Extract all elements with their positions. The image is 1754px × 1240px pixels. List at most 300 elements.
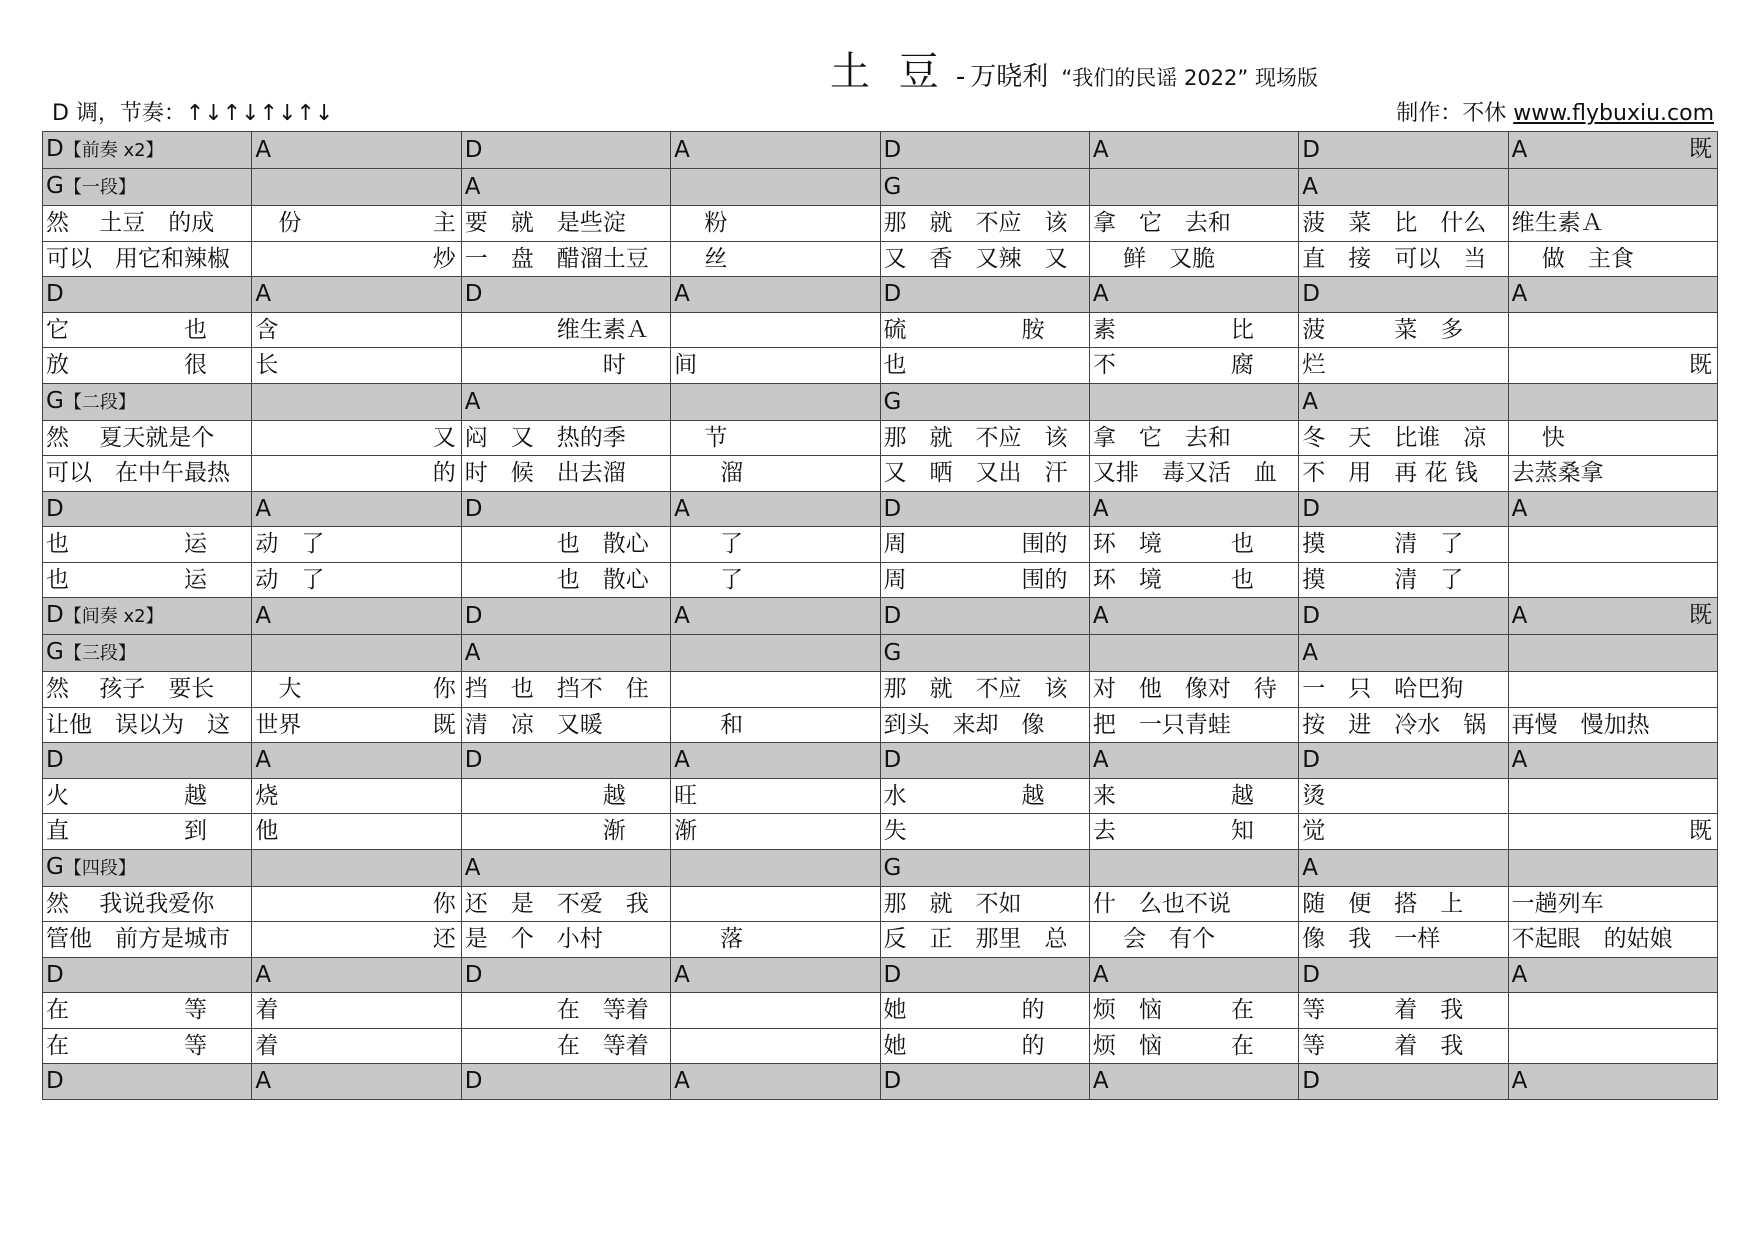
chord-cell [43,849,252,886]
chord-cell [1508,132,1717,169]
lyric-row [43,562,1718,598]
lyric-cell [1089,241,1298,277]
chord-name: A [464,854,481,881]
lyric-text: 渐 [464,818,626,845]
chord-name: G [46,853,64,880]
lyric-cell [1089,312,1298,348]
chord-cell [880,277,1089,313]
chord-cell [671,491,880,527]
lyric-text: 粉 [674,210,728,237]
section-label: 【前奏 x2】 [63,140,164,161]
lyric-cell [1299,206,1508,242]
chord-cell [461,1064,670,1100]
lyric-cell [1089,993,1298,1029]
chord-name: A [1511,281,1528,308]
lyric-cell [252,206,461,242]
lyric-cell [1089,1028,1298,1064]
pickup-lyric: 既 [1689,818,1712,844]
lyric-cell [1299,672,1508,708]
chord-cell [43,635,252,672]
chord-cell [880,1064,1089,1100]
lyric-cell [252,312,461,348]
chord-name: D [883,1068,902,1095]
lyric-text: 了 [674,566,744,593]
section-label: 【一段】 [63,177,136,198]
lyric-cell [43,672,252,708]
lyric-text: 丝 [674,245,728,272]
lyric-text: 随 便 搭 上 [1302,890,1464,917]
lyric-text: 硫 胺 [883,316,1045,343]
title-line [830,40,1318,97]
lyric-cell [671,707,880,743]
lyric-text: 直 接 可以 当 [1302,245,1487,272]
chord-name: D [464,1068,483,1095]
chord-cell [1089,1064,1298,1100]
chord-name: G [883,174,902,200]
lyric-cell [671,241,880,277]
lyric-text: 那 就 不应 该 [883,676,1068,703]
pickup-lyric: 炒 [432,245,456,272]
lyric-text: 也 散心 [464,566,649,593]
lyric-cell [1089,206,1298,242]
lyric-cell [461,527,670,563]
lyric-row [43,348,1718,384]
lyric-cell [43,562,252,598]
chord-cell [880,957,1089,993]
chord-cell [252,635,461,672]
lyric-text: 什 么也不说 [1092,890,1231,917]
chord-name: D [46,602,64,628]
chord-row [43,1064,1718,1100]
chord-cell [461,169,670,206]
artist-name: 万晓利 [970,62,1049,92]
lyric-cell [252,241,461,277]
chord-row [43,743,1718,779]
chord-name: A [1302,174,1318,200]
chord-name: A [1511,961,1528,988]
chord-name: A [255,281,272,308]
lyric-cell [1508,527,1717,563]
lyric-text: 在 等着 [464,1032,649,1059]
title-dash: - [955,62,966,92]
chord-cell [1508,277,1717,313]
lyric-row [43,527,1718,563]
lyric-cell [252,562,461,598]
lyric-text: 旺 [674,782,698,809]
lyric-cell [252,420,461,456]
chord-cell [880,849,1089,886]
lyric-text: 那 就 不如 [883,890,1022,917]
chord-name: G [46,387,64,414]
lyric-cell [252,527,461,563]
chord-cell [1089,277,1298,313]
lyric-text: 在 等 [46,997,207,1024]
lyric-text: 了 [674,531,744,558]
chord-cell [43,957,252,993]
chord-name: A [255,1068,272,1095]
lyric-cell [252,707,461,743]
lyric-text: 它 也 [46,316,207,343]
chord-name: D [883,137,902,163]
chord-cell [880,383,1089,420]
chord-cell [461,957,670,993]
chord-name: A [1092,1068,1109,1095]
lyric-cell [43,1028,252,1064]
lyric-text: 然 我说我爱你 [46,890,215,917]
lyric-text: 菠 菜 比 什么 [1302,210,1487,237]
lyric-cell [880,1028,1089,1064]
lyric-row [43,206,1718,242]
chord-name: D [464,961,483,988]
lyric-cell [461,420,670,456]
lyric-cell [461,707,670,743]
chord-cell [1508,598,1717,635]
chord-name: A [1092,495,1109,522]
lyric-text: 挡 也 挡不 住 [464,676,649,703]
lyric-cell [1089,672,1298,708]
chord-name: A [1511,1068,1528,1095]
lyric-cell [1299,562,1508,598]
lyric-text: 拿 它 去和 [1092,210,1231,237]
chord-name: D [1302,281,1320,308]
lyric-cell [43,778,252,814]
website-link[interactable]: www.flybuxiu.com [1513,101,1714,126]
chord-name: A [1511,603,1528,629]
lyric-cell [880,562,1089,598]
lyric-cell [1299,707,1508,743]
lyric-text: 动 了 [255,566,325,593]
lyric-row [43,456,1718,492]
chord-name: A [1092,961,1109,988]
lyric-cell [43,420,252,456]
lyric-cell [461,348,670,384]
chord-cell [43,743,252,779]
section-label: 【四段】 [63,857,136,879]
chord-name: D [883,603,902,629]
lyric-cell [1089,814,1298,850]
lyric-text: 直 到 [46,818,207,845]
chord-cell [671,383,880,420]
chord-cell [671,169,880,206]
lyric-cell [252,456,461,492]
lyric-text: 火 越 [46,782,207,809]
lyric-text: 她 的 [883,1032,1045,1059]
lyric-text: 在 等着 [464,997,649,1024]
lyric-text: 越 [464,782,626,809]
lyric-text: 环 境 也 [1092,531,1254,558]
lyric-cell [1299,348,1508,384]
chord-cell [1508,491,1717,527]
chord-cell [1089,598,1298,635]
lyric-cell [880,206,1089,242]
chord-name: A [674,1068,690,1095]
lyric-row [43,241,1718,277]
lyric-text: 摸 清 了 [1302,531,1464,558]
lyric-cell [43,312,252,348]
lyric-text: 还 是 不爱 我 [464,890,649,917]
lyric-cell [461,206,670,242]
chord-cell [252,743,461,779]
lyric-text: 等 着 我 [1302,1032,1464,1059]
pickup-lyric: 既 [1689,602,1712,628]
lyric-cell [252,886,461,922]
chord-name: A [674,603,690,629]
lyric-text: 又排 毒又活 血 [1092,460,1277,487]
chord-cell [461,849,670,886]
lyric-text: 不 腐 [1092,352,1254,379]
pickup-lyric: 的 [432,460,456,486]
lyric-cell [1299,993,1508,1029]
lyric-text: 像 我 一样 [1302,926,1441,953]
lyric-cell [1508,206,1717,242]
lyric-cell [461,672,670,708]
chord-name: A [255,495,272,522]
lyric-text: 大 [255,676,302,703]
credit [1396,96,1714,127]
lyric-text: 去 知 [1092,818,1254,845]
chord-name: D [46,961,64,988]
chord-cell [1089,169,1298,206]
chord-name: A [1511,137,1528,163]
chord-row [43,849,1718,886]
lyric-cell [1089,348,1298,384]
lyric-text: 然 夏天就是个 [46,424,215,451]
chord-row [43,491,1718,527]
chord-name: A [255,747,272,774]
lyric-cell [461,778,670,814]
lyric-cell [880,348,1089,384]
chord-row [43,957,1718,993]
chord-name: A [1302,388,1318,415]
chord-cell [880,598,1089,635]
chord-row [43,598,1718,635]
chord-cell [43,169,252,206]
chord-cell [671,1064,880,1100]
chord-row [43,635,1718,672]
lyric-cell [461,922,670,958]
lyric-text: 可以 在中午最热 [46,460,230,487]
lyric-text: 可以 用它和辣椒 [46,245,230,272]
lyric-cell [671,814,880,850]
lyric-cell [880,922,1089,958]
lyric-row [43,420,1718,456]
chord-cell [1299,491,1508,527]
lyric-text: 一 盘 醋溜土豆 [464,245,649,272]
chord-cell [1299,849,1508,886]
lyric-text: 把 一只青蛙 [1092,711,1231,738]
lyric-text: 然 土豆 的成 [46,210,215,237]
lyric-text: 间 [674,352,698,379]
lyric-cell [43,348,252,384]
chord-name: A [1092,747,1109,774]
lyric-cell [1508,707,1717,743]
chord-cell [252,957,461,993]
chord-cell [1299,635,1508,672]
chord-cell [671,849,880,886]
lyric-cell [1299,778,1508,814]
lyric-cell [1508,312,1717,348]
lyric-cell [1508,241,1717,277]
chord-name: D [883,747,902,774]
chord-cell [1508,743,1717,779]
chord-cell [1089,491,1298,527]
lyric-cell [1508,993,1717,1029]
chord-cell [1089,383,1298,420]
chord-name: A [1092,603,1109,629]
lyric-text: 着 [255,997,279,1024]
chord-cell [1299,132,1508,169]
lyric-cell [671,993,880,1029]
lyric-cell [252,922,461,958]
lyric-text: 落 [674,926,744,953]
lyric-text: 一 只 哈巴狗 [1302,676,1464,703]
lyric-cell [252,672,461,708]
credit-label: 制作：不休 [1396,101,1507,126]
lyric-text: 着 [255,1032,279,1059]
lyric-text: 他 [255,818,279,845]
lyric-text: 渐 [674,818,698,845]
chord-cell [1299,1064,1508,1100]
lyric-cell [461,241,670,277]
lyric-text: 觉 [1302,818,1326,845]
chord-name: A [674,961,690,988]
chord-name: D [46,1068,64,1095]
lyric-text: 摸 清 了 [1302,566,1464,593]
chord-name: D [46,747,64,774]
lyric-cell [880,707,1089,743]
chord-name: D [46,136,64,162]
chord-cell [461,743,670,779]
lyric-text: 菠 菜 多 [1302,316,1464,343]
lyric-cell [880,456,1089,492]
lyric-text: 又 香 又辣 又 [883,245,1068,272]
lyric-text: 做 主食 [1511,245,1634,272]
lyric-text: 也 [883,352,907,379]
pickup-lyric: 你 [432,676,456,702]
lyric-row [43,814,1718,850]
chord-name: A [1302,854,1318,881]
lyric-cell [880,527,1089,563]
chord-name: A [255,961,272,988]
lyric-text: 周 围的 [883,531,1068,558]
chord-row [43,277,1718,313]
lyric-text: 再慢 慢加热 [1511,711,1650,738]
chord-cell [1508,1064,1717,1100]
chord-name: A [464,174,481,200]
lyric-cell [461,562,670,598]
lyric-cell [1508,814,1717,850]
lyric-row [43,993,1718,1029]
lyric-text: 也 运 [46,566,207,593]
section-label: 【二段】 [63,391,136,413]
chord-cell [252,598,461,635]
lyric-text: 时 候 出去溜 [464,460,626,487]
lyric-text: 维生素Ａ [464,316,649,343]
lyric-text: 水 越 [883,782,1045,809]
pickup-lyric: 既 [1689,136,1712,162]
lyric-text: 不 用 再 花 钱 [1302,460,1478,487]
chord-cell [1089,743,1298,779]
lyric-text: 烦 恼 在 [1092,1032,1254,1059]
lyric-cell [671,456,880,492]
lyric-cell [43,886,252,922]
lyric-cell [43,527,252,563]
lyric-cell [1089,922,1298,958]
chord-name: A [1092,137,1109,163]
chord-row [43,383,1718,420]
lyric-text: 然 孩子 要长 [46,676,215,703]
lyric-cell [1299,814,1508,850]
chord-name: D [464,281,483,308]
chord-name: A [1302,640,1318,666]
lyric-text: 烫 [1302,782,1326,809]
lyric-cell [671,562,880,598]
lyric-text: 含 [255,316,279,343]
lyric-cell [461,456,670,492]
lyric-cell [671,886,880,922]
lyric-cell [1508,420,1717,456]
pickup-lyric: 主 [432,210,456,236]
chord-sheet-table [42,131,1718,1100]
lyric-cell [1508,348,1717,384]
lyric-cell [671,778,880,814]
lyric-cell [671,312,880,348]
chord-cell [880,491,1089,527]
chord-cell [1508,635,1717,672]
chord-cell [880,635,1089,672]
chord-name: D [883,961,902,988]
lyric-cell [1299,312,1508,348]
lyric-cell [252,993,461,1029]
chord-cell [671,635,880,672]
chord-name: A [1092,281,1109,308]
lyric-text: 在 等 [46,1032,207,1059]
pickup-lyric: 你 [432,890,456,917]
chord-name: D [883,495,902,522]
chord-cell [671,132,880,169]
chord-cell [1299,743,1508,779]
chord-cell [671,957,880,993]
lyric-text: 要 就 是些淀 [464,210,626,237]
lyric-text: 也 散心 [464,531,649,558]
lyric-row [43,886,1718,922]
pickup-lyric: 既 [1689,352,1712,378]
lyric-row [43,707,1718,743]
lyric-text: 快 [1511,424,1565,451]
lyric-cell [461,312,670,348]
key-rhythm: D 调，节奏：↑↓↑↓↑↓↑↓ [52,101,334,126]
lyric-cell [252,778,461,814]
lyric-cell [880,241,1089,277]
chord-name: A [674,747,690,774]
chord-cell [671,743,880,779]
lyric-text: 拿 它 去和 [1092,424,1231,451]
lyric-text: 她 的 [883,997,1045,1024]
chord-name: D [46,495,64,522]
lyric-cell [43,814,252,850]
chord-cell [671,598,880,635]
song-title: 土 豆 [830,49,947,95]
lyric-cell [461,993,670,1029]
lyric-cell [1508,1028,1717,1064]
lyric-cell [671,1028,880,1064]
version-subtitle: “我们的民谣 2022” 现场版 [1061,66,1318,90]
lyric-text: 份 [255,210,302,237]
lyric-text: 维生素Ａ [1511,210,1604,237]
chord-cell [461,277,670,313]
chord-cell [43,1064,252,1100]
lyric-text: 到头 来却 像 [883,711,1045,738]
